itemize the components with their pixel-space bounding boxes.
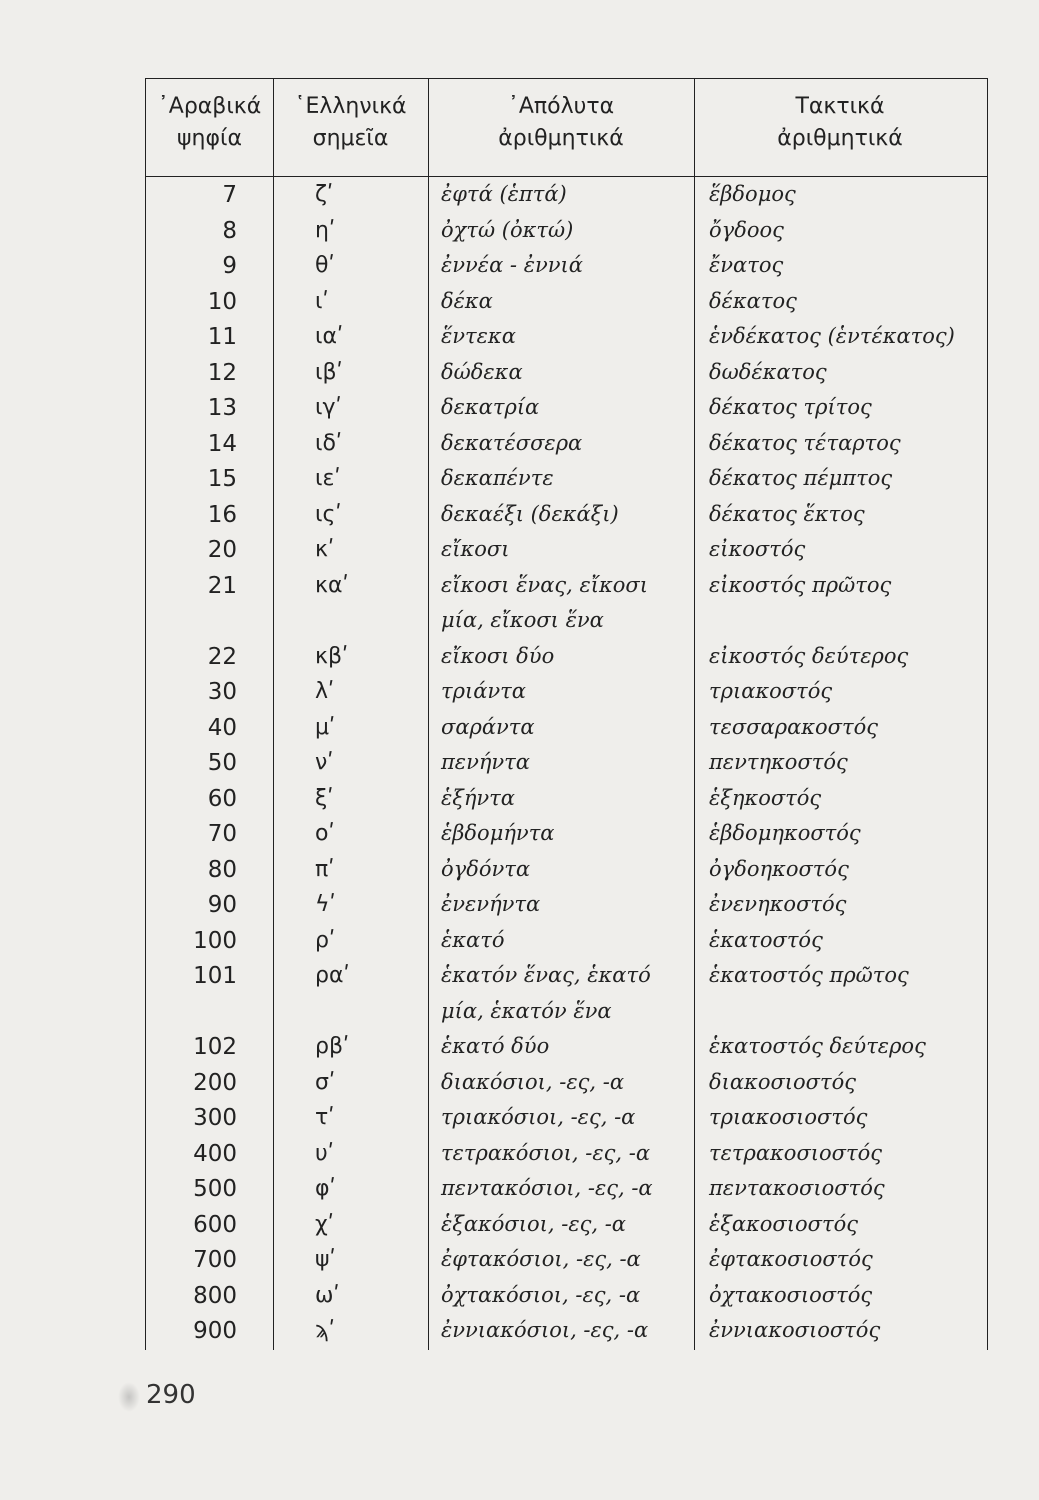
table-row	[145, 1176, 988, 1212]
ordinal-word: πεντηκοστός	[709, 750, 848, 774]
cardinal-word: ἑκατό δύο	[441, 1034, 550, 1058]
header-absolute: ᾿Απόλυτα ἀριθμητικά	[498, 94, 624, 151]
arabic-digit: 101	[193, 963, 237, 989]
cardinal-word: δώδεκα	[441, 359, 523, 384]
greek-numeral: ιδʹ	[315, 430, 343, 456]
table-row	[145, 786, 988, 822]
ordinal-word: δέκατος πέμπτος	[709, 466, 893, 490]
greek-numeral: ηʹ	[315, 217, 336, 243]
greek-numeral: ιβʹ	[315, 359, 343, 385]
arabic-digit: 50	[207, 750, 237, 776]
greek-numeral: ϡʹ	[315, 1318, 335, 1343]
cardinal-word: δεκατέσσερα	[441, 430, 583, 455]
ordinal-word: ἔνατος	[709, 253, 784, 277]
table-row	[145, 360, 988, 396]
arabic-digit: 21	[207, 572, 237, 599]
greek-numeral: χʹ	[315, 1211, 334, 1237]
table-row	[145, 218, 988, 254]
greek-numeral: ωʹ	[315, 1282, 340, 1308]
greek-numeral: ρʹ	[315, 927, 336, 953]
cardinal-word: πεντακόσιοι, -ες, -α	[441, 1176, 653, 1200]
ordinal-word: δέκατος ἕκτος	[709, 501, 865, 526]
cardinal-word: τετρακόσιοι, -ες, -α	[441, 1140, 650, 1165]
table-row	[145, 537, 988, 573]
cardinal-word: πενήντα	[441, 750, 530, 774]
cardinal-word: ἐνενήντα	[441, 892, 541, 916]
ordinal-word: ἑνδέκατος (ἑντέκατος)	[709, 324, 955, 348]
arabic-digit: 9	[222, 253, 237, 279]
cardinal-word: ἑξακόσιοι, -ες, -α	[441, 1211, 626, 1236]
table-row	[145, 715, 988, 751]
table-row	[145, 892, 988, 928]
ordinal-word: ἑξηκοστός	[709, 785, 822, 810]
header-arabic: ᾿Αραβικά ψηφία	[157, 94, 262, 151]
table-row	[145, 466, 988, 502]
ordinal-word: ἕβδομος	[709, 182, 796, 206]
greek-numeral: μʹ	[315, 714, 336, 740]
table-row	[145, 1141, 988, 1177]
greek-numeral: κʹ	[315, 537, 335, 562]
ordinal-word: πεντακοσιοστός	[709, 1176, 885, 1200]
arabic-digit: 300	[193, 1105, 237, 1131]
table-row	[145, 821, 988, 857]
arabic-digit: 600	[193, 1211, 237, 1238]
ordinal-word: τριακοσιοστός	[709, 1105, 868, 1129]
ordinal-word: εἰκοστός πρῶτος	[709, 572, 892, 597]
table-row	[145, 857, 988, 893]
ordinal-word: δέκατος τρίτος	[709, 395, 872, 419]
greek-numeral: ρβʹ	[315, 1034, 350, 1059]
ordinal-word: εἰκοστός δεύτερος	[709, 643, 909, 668]
page-number: 290	[146, 1380, 196, 1410]
cardinal-word: ἑκατό	[441, 927, 505, 952]
ordinal-word: ἑκατοστός δεύτερος	[709, 1034, 926, 1058]
arabic-digit: 13	[207, 395, 237, 421]
ordinal-word: δέκατος	[709, 288, 797, 313]
table-row	[145, 750, 988, 786]
cardinal-word: δεκαπέντε	[441, 466, 554, 490]
arabic-digit: 40	[207, 714, 237, 741]
arabic-digit: 900	[193, 1318, 237, 1344]
cardinal-word: ὀχτώ (ὀκτώ)	[441, 217, 574, 242]
cardinal-word: εἴκοσι ἕνας, εἴκοσι	[441, 572, 648, 597]
table-row	[145, 1070, 988, 1106]
arabic-digit: 70	[207, 821, 237, 847]
ordinal-word: ἑκατοστός πρῶτος	[709, 963, 909, 987]
greek-numeral: τʹ	[315, 1105, 335, 1130]
cardinal-word-continued: μία, εἴκοσι ἕνα	[441, 608, 604, 632]
header-divider	[146, 176, 987, 177]
ordinal-word: τετρακοσιοστός	[709, 1140, 883, 1165]
greek-numeral: ραʹ	[315, 963, 350, 988]
page-smudge	[118, 1382, 140, 1412]
ordinal-word: ἑκατοστός	[709, 927, 823, 952]
table-row	[145, 963, 988, 999]
arabic-digit: 20	[207, 537, 237, 563]
greek-numeral: πʹ	[315, 856, 335, 882]
greek-numeral: υʹ	[315, 1140, 334, 1166]
cardinal-word: διακόσιοι, -ες, -α	[441, 1069, 625, 1094]
cardinal-word: σαράντα	[441, 714, 535, 739]
cardinal-word: ἐννιακόσιοι, -ες, -α	[441, 1318, 649, 1342]
greek-numeral: φʹ	[315, 1176, 336, 1201]
table-row	[145, 182, 988, 218]
table-row	[145, 1247, 988, 1283]
ordinal-word: ἑβδομηκοστός	[709, 821, 861, 845]
ordinal-word: εἰκοστός	[709, 537, 806, 561]
ordinal-word: ὀχτακοσιοστός	[709, 1282, 873, 1307]
cardinal-word: ἕντεκα	[441, 324, 516, 348]
greek-numeral: ιαʹ	[315, 324, 344, 349]
table-row-continuation	[145, 608, 988, 644]
greek-numeral: ιγʹ	[315, 395, 342, 420]
cardinal-word: δεκατρία	[441, 395, 540, 419]
cardinal-word-continued: μία, ἑκατόν ἕνα	[441, 998, 612, 1023]
cardinal-word: ἑβδομήντα	[441, 821, 555, 845]
cardinal-word: τριάντα	[441, 679, 526, 703]
table-row	[145, 1212, 988, 1248]
arabic-digit: 700	[193, 1247, 237, 1273]
greek-numeral: ιςʹ	[315, 501, 342, 527]
greek-numeral: οʹ	[315, 821, 335, 846]
cardinal-word: ἑξήντα	[441, 785, 515, 810]
cardinal-word: ὀγδόντα	[441, 856, 531, 881]
table-row	[145, 644, 988, 680]
arabic-digit: 22	[207, 643, 237, 670]
ordinal-word: δωδέκατος	[709, 359, 827, 384]
arabic-digit: 15	[207, 466, 237, 492]
cardinal-word: ἐννέα - ἐννιά	[441, 253, 583, 277]
arabic-digit: 60	[207, 785, 237, 812]
ordinal-word: ἐννιακοσιοστός	[709, 1318, 881, 1342]
arabic-digit: 100	[193, 927, 237, 954]
greek-numeral: λʹ	[315, 679, 335, 704]
greek-numeral: κβʹ	[315, 643, 349, 669]
arabic-digit: 200	[193, 1069, 237, 1096]
table-row	[145, 253, 988, 289]
table-row	[145, 289, 988, 325]
table-row	[145, 1034, 988, 1070]
ordinal-word: τεσσαρακοστός	[709, 714, 879, 739]
table-row	[145, 1105, 988, 1141]
ordinal-word: διακοσιοστός	[709, 1069, 857, 1094]
cardinal-word: εἴκοσι δύο	[441, 643, 555, 668]
arabic-digit: 12	[207, 359, 237, 386]
header-ordinal: Τακτικά ἀριθμητικά	[777, 94, 903, 151]
table-row	[145, 1283, 988, 1319]
arabic-digit: 7	[222, 182, 237, 208]
arabic-digit: 10	[207, 288, 237, 315]
arabic-digit: 30	[207, 679, 237, 705]
greek-numeral: ξʹ	[315, 785, 334, 811]
arabic-digit: 800	[193, 1282, 237, 1309]
cardinal-word: ὀχτακόσιοι, -ες, -α	[441, 1282, 641, 1307]
table-row	[145, 573, 988, 609]
cardinal-word: δέκα	[441, 288, 493, 313]
greek-numeral: σʹ	[315, 1069, 336, 1095]
cardinal-word: εἴκοσι	[441, 537, 510, 561]
ordinal-word: τριακοστός	[709, 679, 833, 703]
cardinal-word: ἑκατόν ἕνας, ἑκατό	[441, 963, 651, 987]
greek-numeral: ιʹ	[315, 288, 329, 314]
arabic-digit: 8	[222, 217, 237, 244]
cardinal-word: δεκαέξι (δεκάξι)	[441, 501, 619, 526]
ordinal-word: ὀγδοηκοστός	[709, 856, 849, 881]
ordinal-word: ὄγδοος	[709, 217, 784, 242]
ordinal-word: ἐφτακοσιοστός	[709, 1247, 873, 1271]
table-row	[145, 395, 988, 431]
greek-numeral: ϟʹ	[315, 892, 336, 917]
ordinal-word: ἑξακοσιοστός	[709, 1211, 858, 1236]
arabic-digit: 90	[207, 892, 237, 918]
ordinal-word: ἐνενηκοστός	[709, 892, 847, 916]
arabic-digit: 400	[193, 1140, 237, 1167]
arabic-digit: 16	[207, 501, 237, 528]
table-row	[145, 502, 988, 538]
arabic-digit: 11	[207, 324, 237, 350]
header-greek: ῾Ελληνικά σημεῖα	[294, 94, 407, 151]
greek-numeral: θʹ	[315, 253, 335, 278]
table-row-continuation	[145, 999, 988, 1035]
arabic-digit: 14	[207, 430, 237, 457]
table-row	[145, 679, 988, 715]
cardinal-word: τριακόσιοι, -ες, -α	[441, 1105, 636, 1129]
table-row	[145, 928, 988, 964]
cardinal-word: ἐφτακόσιοι, -ες, -α	[441, 1247, 641, 1271]
cardinal-word: ἐφτά (ἑπτά)	[441, 182, 567, 206]
greek-numeral: νʹ	[315, 750, 334, 775]
ordinal-word: δέκατος τέταρτος	[709, 430, 901, 455]
greek-numeral: ιεʹ	[315, 466, 341, 491]
table-row	[145, 1318, 988, 1354]
arabic-digit: 102	[193, 1034, 237, 1060]
greek-numeral: ψʹ	[315, 1247, 336, 1272]
arabic-digit: 80	[207, 856, 237, 883]
greek-numeral: ζʹ	[315, 182, 334, 207]
table-row	[145, 431, 988, 467]
arabic-digit: 500	[193, 1176, 237, 1202]
table-row	[145, 324, 988, 360]
greek-numeral: καʹ	[315, 572, 349, 598]
